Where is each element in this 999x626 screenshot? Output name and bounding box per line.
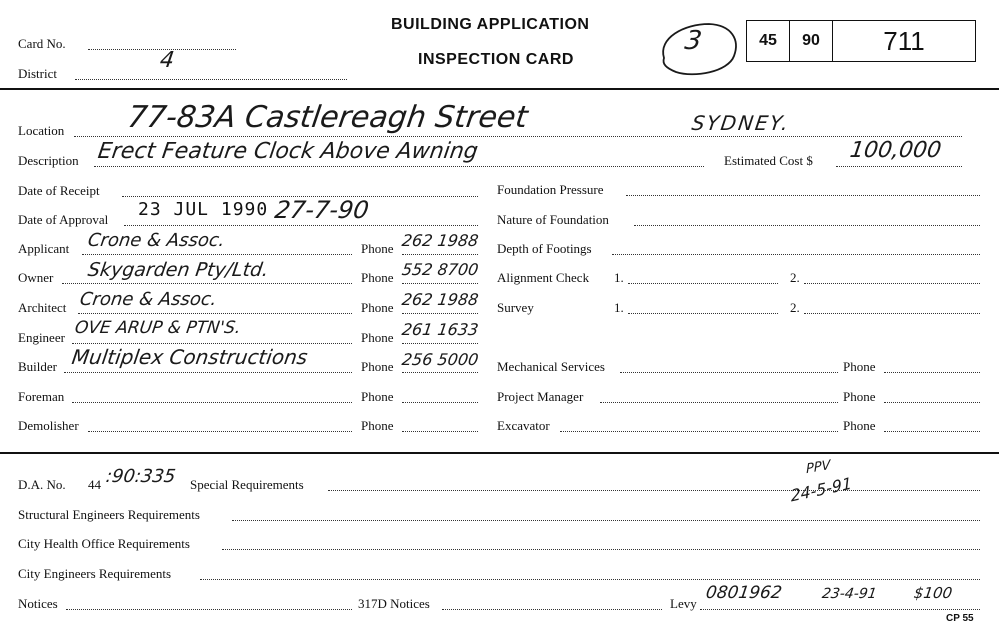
architect-label: Architect bbox=[18, 300, 67, 315]
levy-value: 0801962 bbox=[704, 583, 784, 603]
applicant-label: Applicant bbox=[18, 241, 70, 256]
survey-item1: 1. bbox=[614, 300, 624, 315]
foreman-phone-label: Phone bbox=[361, 389, 394, 404]
foreman-line bbox=[72, 402, 352, 403]
project-manager-line bbox=[600, 402, 838, 403]
structural-requirements-label: Structural Engineers Requirements bbox=[18, 507, 200, 522]
top-divider bbox=[0, 88, 999, 90]
alignment-check-line1 bbox=[628, 283, 778, 284]
survey-item2: 2. bbox=[790, 300, 800, 315]
health-requirements-label: City Health Office Requirements bbox=[18, 536, 190, 551]
owner-value: Skygarden Pty/Ltd. bbox=[86, 259, 270, 281]
owner-phone: 552 8700 bbox=[400, 260, 480, 279]
alignment-check-item2: 2. bbox=[790, 270, 800, 285]
project-manager-label: Project Manager bbox=[497, 389, 584, 404]
applicant-phone: 262 1988 bbox=[400, 231, 480, 250]
district-line bbox=[75, 79, 347, 80]
project-manager-phone-label: Phone bbox=[843, 389, 876, 404]
owner-label: Owner bbox=[18, 270, 54, 285]
owner-line bbox=[62, 283, 352, 284]
survey-line1 bbox=[628, 313, 778, 314]
city-engineers-label: City Engineers Requirements bbox=[18, 566, 172, 581]
project-manager-phone-line bbox=[884, 402, 980, 403]
date-approval-line bbox=[124, 225, 478, 226]
description-value: Erect Feature Clock Above Awning bbox=[96, 139, 480, 164]
reference-box-1: 45 bbox=[747, 21, 790, 61]
architect-line bbox=[78, 313, 352, 314]
architect-value: Crone & Assoc. bbox=[78, 289, 219, 310]
engineer-line bbox=[72, 343, 352, 344]
demolisher-phone-line bbox=[402, 431, 478, 432]
owner-phone-label: Phone bbox=[361, 270, 394, 285]
location-value: 77-83A Castlereagh Street bbox=[125, 100, 530, 135]
date-receipt-label: Date of Receipt bbox=[18, 183, 100, 198]
mechanical-phone-label: Phone bbox=[843, 359, 876, 374]
demolisher-line bbox=[88, 431, 352, 432]
district-value: 4 bbox=[158, 48, 176, 73]
estimated-cost-line bbox=[836, 166, 962, 167]
estimated-cost-label: Estimated Cost $ bbox=[724, 153, 813, 168]
form-code: CP 55 bbox=[946, 613, 974, 624]
builder-phone: 256 5000 bbox=[400, 350, 480, 369]
foundation-pressure-label: Foundation Pressure bbox=[497, 182, 604, 197]
card-title-line1: BUILDING APPLICATION bbox=[391, 16, 590, 33]
excavator-line bbox=[560, 431, 838, 432]
mechanical-services-label: Mechanical Services bbox=[497, 359, 605, 374]
notices-label: Notices bbox=[18, 596, 58, 611]
structural-requirements-line bbox=[232, 520, 980, 521]
notices-317d-line bbox=[442, 609, 662, 610]
nature-foundation-line bbox=[634, 225, 980, 226]
da-no-prefix: 44 bbox=[88, 477, 101, 492]
card-no-label: Card No. bbox=[18, 36, 66, 51]
foreman-label: Foreman bbox=[18, 389, 65, 404]
excavator-label: Excavator bbox=[497, 418, 550, 433]
depth-footings-line bbox=[612, 254, 980, 255]
location-label: Location bbox=[18, 123, 65, 138]
description-line bbox=[94, 166, 704, 167]
demolisher-phone-label: Phone bbox=[361, 418, 394, 433]
circled-mark-number: 3 bbox=[682, 26, 704, 56]
special-requirements-label: Special Requirements bbox=[190, 477, 304, 492]
mechanical-services-line bbox=[620, 372, 838, 373]
engineer-phone-line bbox=[402, 343, 478, 344]
engineer-value: OVE ARUP & PTN'S. bbox=[73, 318, 242, 338]
applicant-phone-line bbox=[402, 254, 478, 255]
date-approval-stamp: 23 JUL 1990 bbox=[138, 199, 269, 220]
builder-phone-line bbox=[402, 372, 478, 373]
alignment-check-item1: 1. bbox=[614, 270, 624, 285]
nature-foundation-label: Nature of Foundation bbox=[497, 212, 609, 227]
levy-label: Levy bbox=[670, 596, 697, 611]
date-approval-hand: 27-7-90 bbox=[273, 196, 371, 224]
survey-line2 bbox=[804, 313, 980, 314]
builder-line bbox=[64, 372, 352, 373]
notices-line bbox=[66, 609, 352, 610]
location-city: SYDNEY. bbox=[690, 111, 792, 135]
applicant-phone-label: Phone bbox=[361, 241, 394, 256]
levy-date: 23-4-91 bbox=[820, 586, 878, 602]
health-requirements-line bbox=[222, 549, 980, 550]
engineer-phone-label: Phone bbox=[361, 330, 394, 345]
estimated-cost-value: 100,000 bbox=[848, 138, 943, 163]
description-label: Description bbox=[18, 153, 79, 168]
builder-label: Builder bbox=[18, 359, 57, 374]
foundation-pressure-line bbox=[626, 195, 980, 196]
builder-phone-label: Phone bbox=[361, 359, 394, 374]
da-no-value: :90:335 bbox=[104, 466, 177, 487]
applicant-value: Crone & Assoc. bbox=[86, 230, 227, 251]
mechanical-phone-line bbox=[884, 372, 980, 373]
bottom-divider bbox=[0, 452, 999, 454]
architect-phone-line bbox=[402, 313, 478, 314]
engineer-label: Engineer bbox=[18, 330, 65, 345]
district-label: District bbox=[18, 66, 57, 81]
levy-amount: $100 bbox=[912, 584, 954, 602]
owner-phone-line bbox=[402, 283, 478, 284]
demolisher-label: Demolisher bbox=[18, 418, 79, 433]
applicant-line bbox=[82, 254, 352, 255]
foreman-phone-line bbox=[402, 402, 478, 403]
location-line bbox=[74, 136, 962, 137]
date-approval-label: Date of Approval bbox=[18, 212, 109, 227]
notices-317d-label: 317D Notices bbox=[358, 596, 430, 611]
levy-line bbox=[700, 609, 980, 610]
reference-box-2: 90 bbox=[790, 21, 833, 61]
survey-label: Survey bbox=[497, 300, 534, 315]
alignment-check-label: Alignment Check bbox=[497, 270, 590, 285]
special-requirements-date: 24-5-91 bbox=[790, 473, 853, 506]
excavator-phone-line bbox=[884, 431, 980, 432]
builder-value: Multiplex Constructions bbox=[70, 345, 310, 369]
special-requirements-line bbox=[328, 490, 980, 491]
architect-phone: 262 1988 bbox=[400, 290, 480, 309]
city-engineers-line bbox=[200, 579, 980, 580]
engineer-phone: 261 1633 bbox=[400, 320, 480, 339]
depth-footings-label: Depth of Footings bbox=[497, 241, 592, 256]
reference-box-3: 711 bbox=[883, 25, 925, 56]
alignment-check-line2 bbox=[804, 283, 980, 284]
da-no-label: D.A. No. bbox=[18, 477, 66, 492]
architect-phone-label: Phone bbox=[361, 300, 394, 315]
excavator-phone-label: Phone bbox=[843, 418, 876, 433]
special-requirements-note: PPV bbox=[805, 457, 831, 478]
card-title-line2: INSPECTION CARD bbox=[418, 51, 574, 68]
reference-boxes bbox=[746, 20, 976, 62]
